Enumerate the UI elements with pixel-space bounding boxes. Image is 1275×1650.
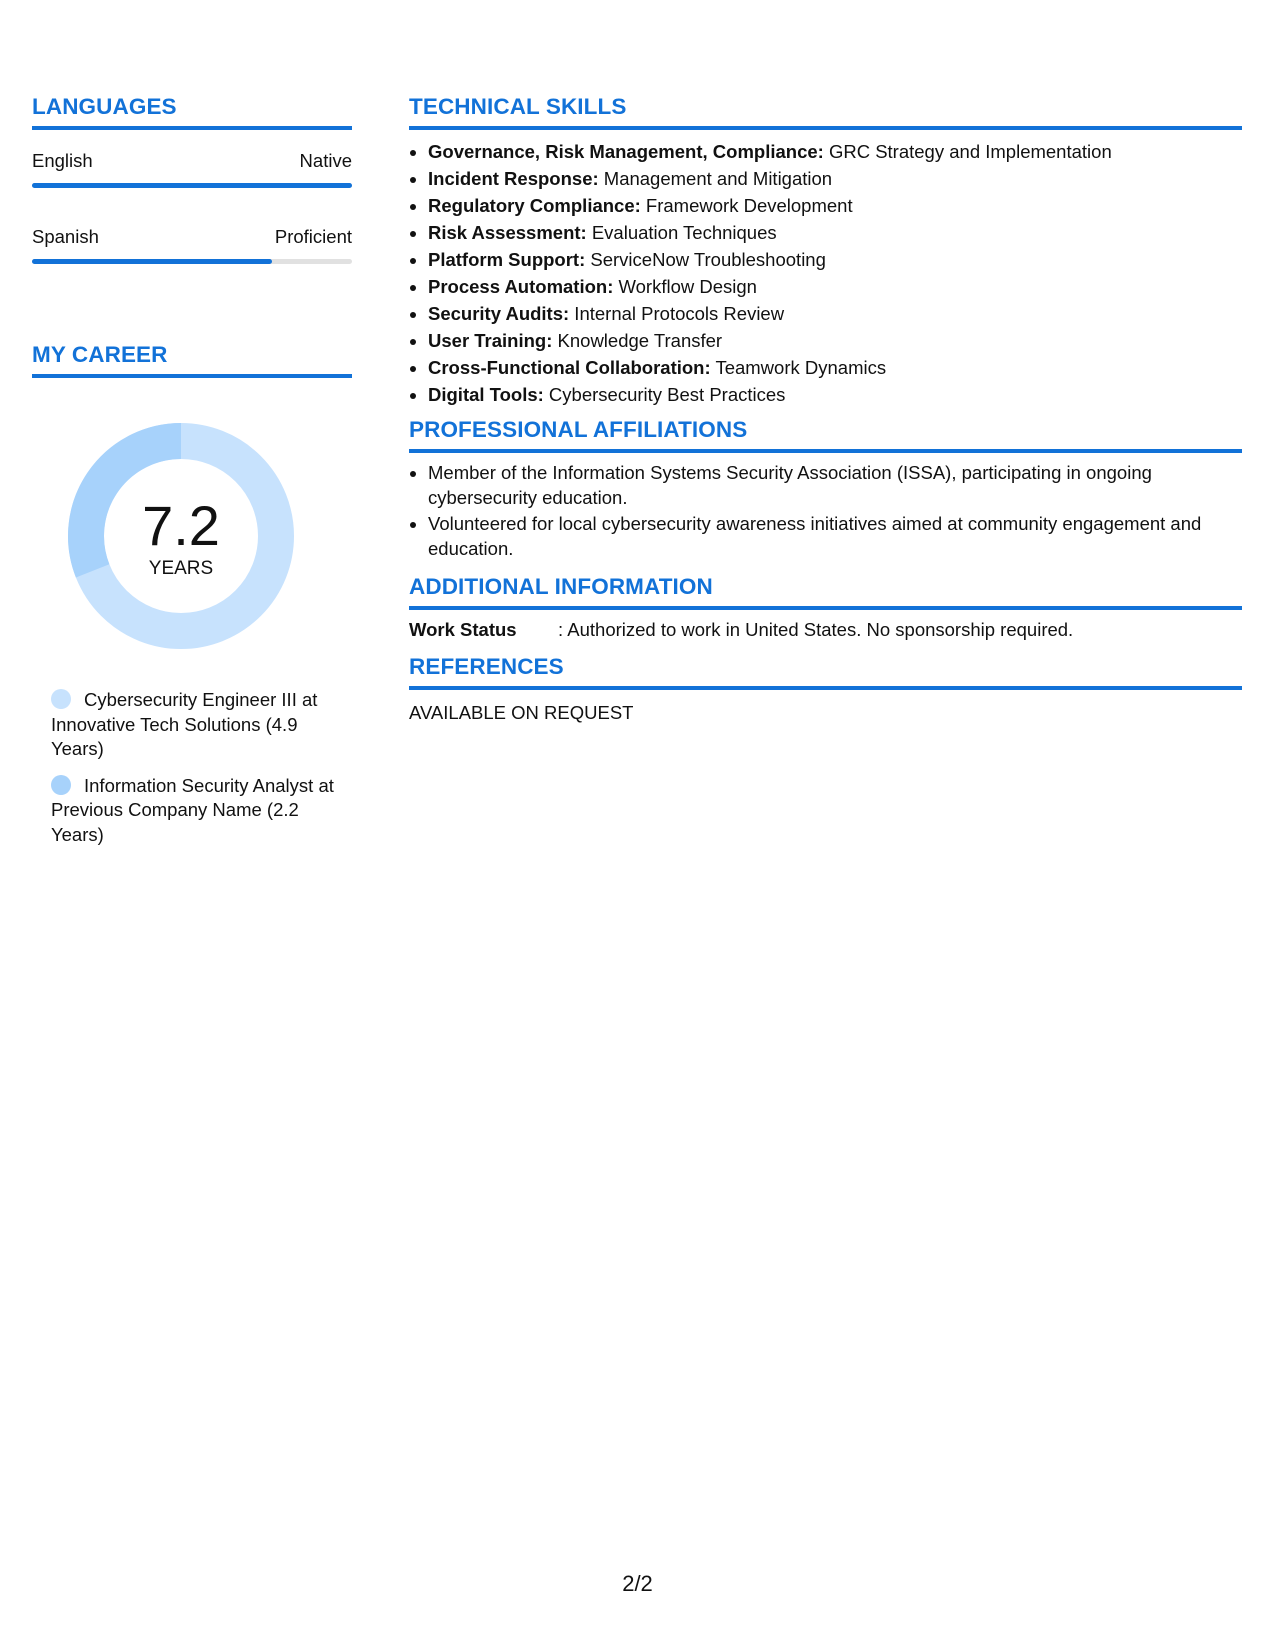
skill-text: Workflow Design (613, 276, 757, 297)
skill-text: Cybersecurity Best Practices (543, 384, 786, 405)
language-name: Spanish (32, 226, 99, 247)
career-heading: MY CAREER (32, 342, 352, 378)
list-item (428, 273, 1242, 300)
legend-label: Cybersecurity Engineer III at Innovative Tech Solutions (4.9 Years) (51, 689, 318, 759)
list-item (428, 381, 1242, 408)
language-row-spanish (32, 226, 352, 264)
languages-heading: LANGUAGES (32, 94, 352, 130)
career-total-unit: YEARS (148, 558, 214, 579)
affiliations-list (409, 461, 1242, 561)
list-item (428, 300, 1242, 327)
skill-text: Framework Development (640, 195, 853, 216)
skill-label: Security Audits: (428, 303, 570, 324)
list-item (428, 246, 1242, 273)
list-item (428, 138, 1242, 165)
list-item (428, 327, 1242, 354)
legend-label: Information Security Analyst at Previous Company Name (2.2 Years) (51, 774, 334, 845)
language-proficiency-bar (32, 183, 352, 188)
skill-label: Platform Support: (428, 249, 586, 270)
list-item: • Member of the Information Systems Security Association (ISSA), participating in ongoing cybersecurity education. (428, 461, 1242, 510)
affiliations-heading: PROFESSIONAL AFFILIATIONS (409, 417, 1242, 453)
language-level: Native (299, 150, 352, 171)
additional-info-heading: ADDITIONAL INFORMATION (409, 574, 1242, 610)
skill-label: Risk Assessment: (428, 222, 587, 243)
language-level: Proficient (274, 226, 352, 247)
skills-list (409, 138, 1242, 408)
skill-text: Knowledge Transfer (552, 330, 723, 351)
legend-dot (51, 775, 71, 795)
skill-label: Process Automation: (428, 276, 614, 297)
skill-text: Teamwork Dynamics (710, 357, 887, 378)
career-total-years: 7.2 (142, 494, 220, 557)
career-donut-chart (67, 422, 295, 650)
language-proficiency-fill (32, 183, 352, 188)
work-status-label: Work Status (409, 619, 517, 640)
list-item: • Volunteered for local cybersecurity awareness initiatives aimed at community engagement and education. (428, 512, 1242, 561)
skill-label: Cross-Functional Collaboration: (428, 357, 711, 378)
skill-text: Management and Mitigation (598, 168, 833, 189)
technical-skills-heading: TECHNICAL SKILLS (409, 94, 1242, 130)
references-text: AVAILABLE ON REQUEST (409, 702, 634, 723)
left-column (32, 94, 352, 859)
list-item (428, 165, 1242, 192)
skill-label: Regulatory Compliance: (428, 195, 641, 216)
legend-item (51, 774, 341, 848)
right-column (409, 94, 1242, 724)
list-item (428, 192, 1242, 219)
skill-label: Governance, Risk Management, Compliance: (428, 141, 824, 162)
legend-dot (51, 689, 71, 709)
language-name: English (32, 150, 93, 171)
work-status-row (409, 619, 1242, 641)
skill-text: Internal Protocols Review (569, 303, 785, 324)
language-proficiency-bar (32, 259, 352, 264)
skill-label: User Training: (428, 330, 553, 351)
references-heading: REFERENCES (409, 654, 1242, 690)
list-item (428, 219, 1242, 246)
language-row-english (32, 150, 352, 188)
language-proficiency-fill (32, 259, 272, 264)
skill-label: Incident Response: (428, 168, 599, 189)
skill-text: Evaluation Techniques (586, 222, 777, 243)
list-item (428, 354, 1242, 381)
skill-label: Digital Tools: (428, 384, 544, 405)
work-status-value: : Authorized to work in United States. No sponsorship required. (558, 619, 1074, 640)
legend-item (51, 688, 341, 762)
skill-text: GRC Strategy and Implementation (823, 141, 1112, 162)
career-legend (51, 688, 341, 847)
page-number: 2/2 (622, 1571, 653, 1596)
skill-text: ServiceNow Troubleshooting (585, 249, 826, 270)
